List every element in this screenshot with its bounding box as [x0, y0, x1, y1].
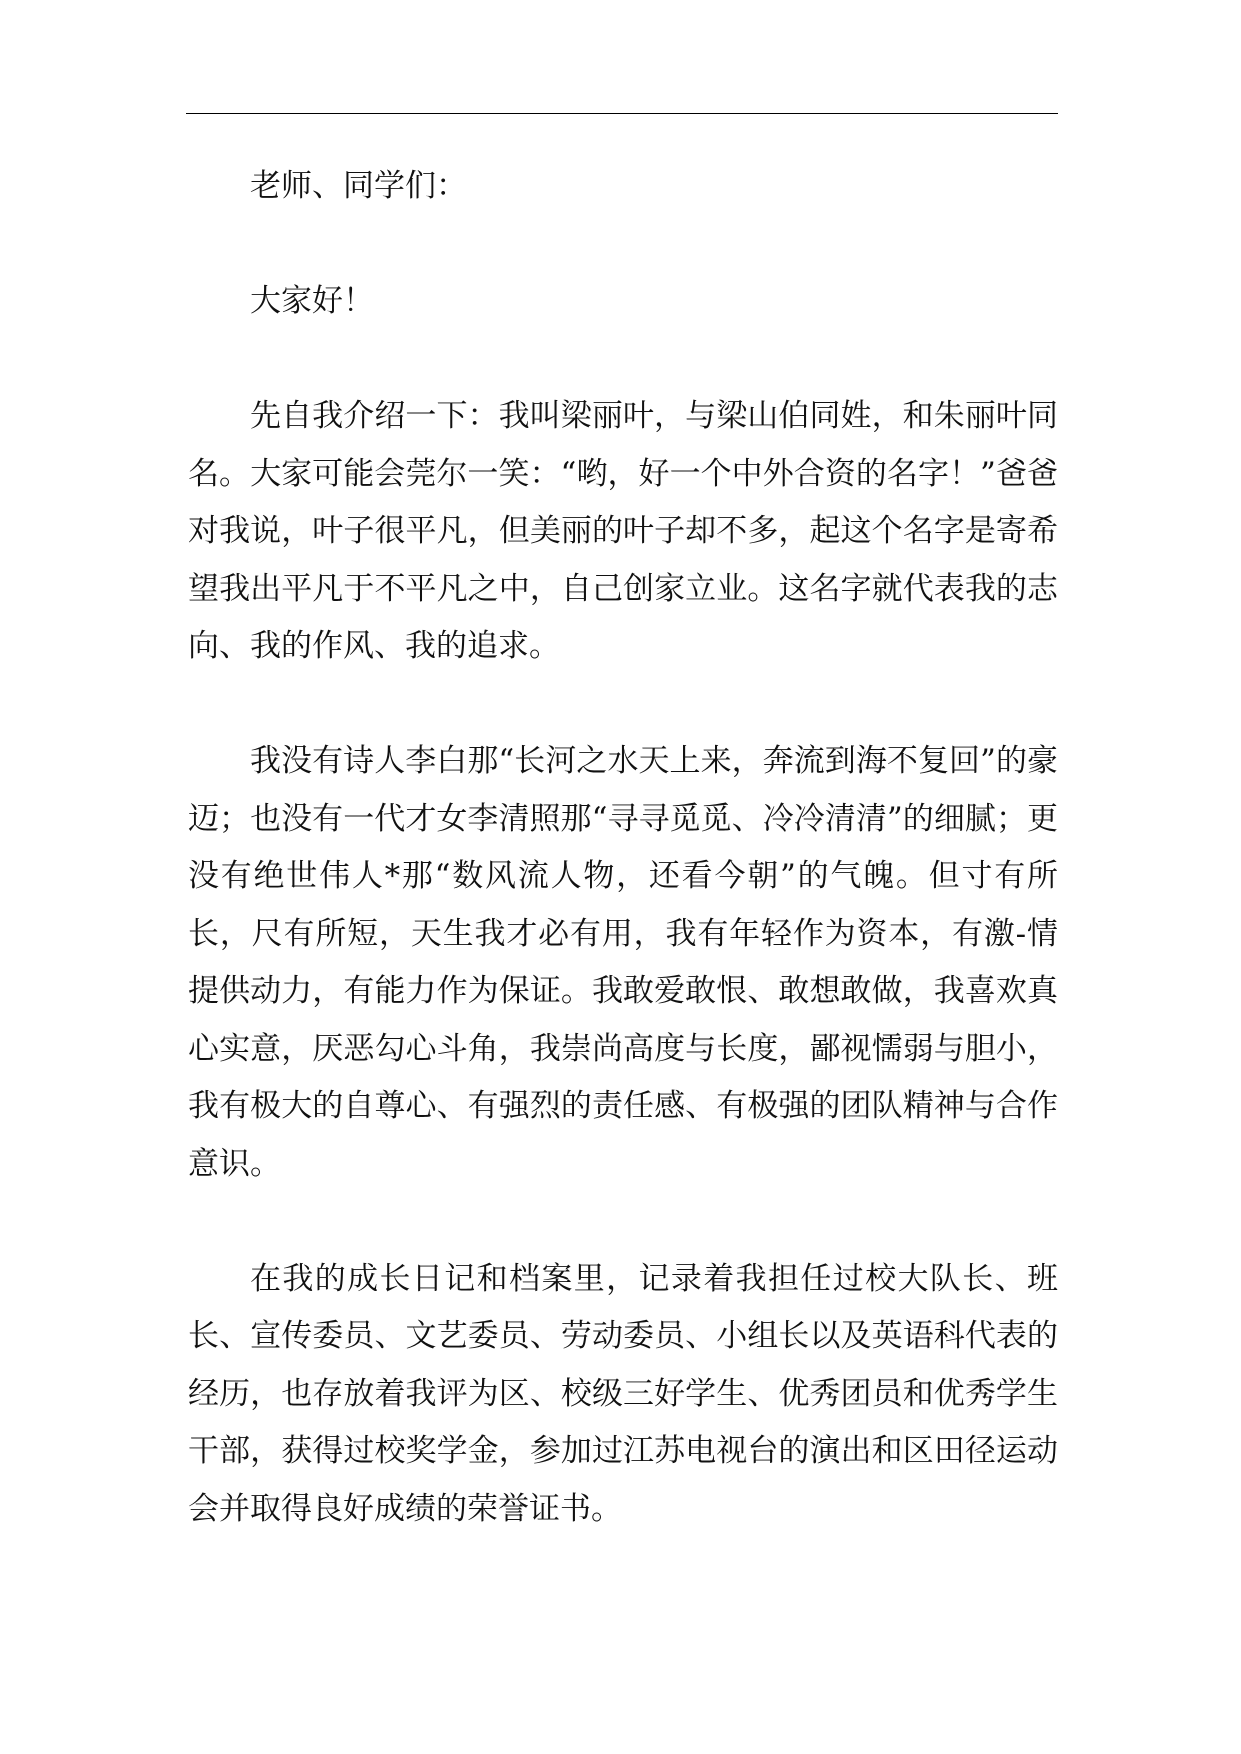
header-rule [186, 113, 1058, 114]
paragraph-gap [188, 676, 1058, 734]
paragraph-gap [188, 331, 1058, 389]
paragraph-gap [188, 1193, 1058, 1251]
paragraph-character: 我没有诗人李白那“长河之水天上来，奔流到海不复回”的豪迈；也没有一代才女李清照那“寻寻觅觅、冷冷清清”的细腻；更没有绝世伟人*那“数风流人物，还看今朝”的气魄。但寸有所长，尺有所短，天生我才必有用，我有年轻作为资本，有激-情提供动力，有能力作为保证。我敢爱敢恨、敢想敢做，我喜欢真心实意，厌恶勾心斗角，我崇尚高度与长度，鄙视懦弱与胆小，我有极大的自尊心、有强烈的责任感、有极强的团队精神与合作意识。 [188, 743, 1058, 1182]
paragraph-experience: 在我的成长日记和档案里，记录着我担任过校大队长、班长、宣传委员、文艺委员、劳动委员、小组长以及英语科代表的经历，也存放着我评为区、校级三好学生、优秀团员和优秀学生干部，获得过校奖学金，参加过江苏电视台的演出和区田径运动会并取得良好成绩的荣誉证书。 [188, 1260, 1058, 1527]
speech-body [188, 158, 1058, 1538]
greeting: 大家好！ [250, 283, 374, 319]
paragraph-gap [188, 216, 1058, 274]
salutation: 老师、同学们： [250, 168, 467, 204]
paragraph-introduction: 先自我介绍一下：我叫梁丽叶，与梁山伯同姓，和朱丽叶同名。大家可能会莞尔一笑：“哟，好一个中外合资的名字！”爸爸对我说，叶子很平凡，但美丽的叶子却不多，起这个名字是寄希望我出平凡于不平凡之中，自己创家立业。这名字就代表我的志向、我的作风、我的追求。 [188, 398, 1058, 664]
